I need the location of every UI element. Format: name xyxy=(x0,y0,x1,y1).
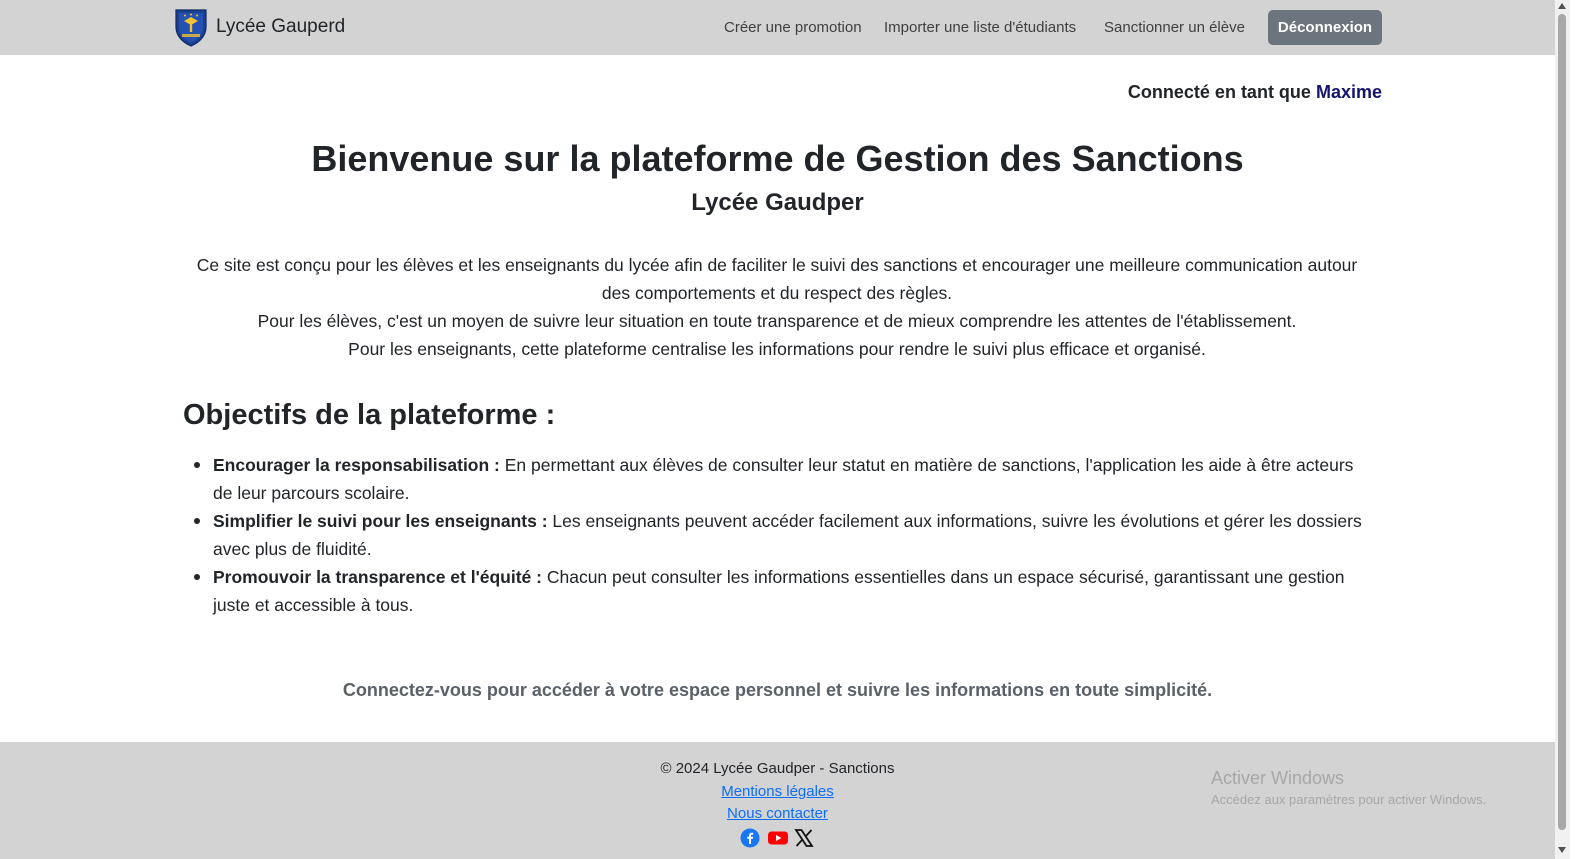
facebook-icon[interactable] xyxy=(740,828,762,848)
objective-label: Encourager la responsabilisation : xyxy=(213,455,500,475)
top-navbar xyxy=(0,0,1570,55)
youtube-icon[interactable] xyxy=(767,828,789,848)
scrollbar-thumb[interactable] xyxy=(1558,14,1566,830)
scroll-down-arrow-icon[interactable] xyxy=(1558,847,1566,853)
legal-notice-link[interactable]: Mentions légales xyxy=(721,783,834,800)
footer-contact-row xyxy=(0,805,1555,822)
objective-label: Simplifier le suivi pour les enseignants : xyxy=(213,511,548,531)
nav-import-students[interactable]: Importer une liste d'étudiants xyxy=(884,19,1077,36)
objective-item xyxy=(213,451,1373,507)
contact-link[interactable]: Nous contacter xyxy=(727,805,828,822)
activation-text: Accédez aux paramètres pour activer Windows. xyxy=(1211,792,1487,807)
vertical-scrollbar[interactable] xyxy=(1555,0,1570,859)
intro-text xyxy=(183,251,1371,363)
objectives-heading: Objectifs de la plateforme : xyxy=(183,399,556,431)
username: Maxime xyxy=(1315,82,1382,102)
connected-prefix: Connecté en tant que xyxy=(1127,82,1311,102)
connected-user-info xyxy=(1128,82,1382,103)
objective-text: En permettant aux élèves de consulter leur statut en matière de sanctions, l'application les aide à être acteurs de leur parcours scolaire. xyxy=(213,455,1354,503)
brand[interactable] xyxy=(173,7,345,47)
objective-text: Les enseignants peuvent accéder facilement aux informations, suivre les évolutions et gérer les dossiers avec plus de fluidité. xyxy=(213,511,1362,559)
login-call-to-action: Connectez-vous pour accéder à votre espace personnel et suivre les informations en toute simplicité. xyxy=(342,680,1213,700)
objective-item xyxy=(213,563,1373,619)
nav-sanction-student[interactable]: Sanctionner un élève xyxy=(1104,19,1245,36)
nav-create-promotion[interactable]: Créer une promotion xyxy=(724,19,862,36)
objective-label: Promouvoir la transparence et l'équité : xyxy=(213,567,542,587)
intro-paragraph: Ce site est conçu pour les élèves et les enseignants du lycée afin de faciliter le suivi des sanctions et encourager une meilleure communication autour des comportements et du respect des règles. xyxy=(196,255,1358,303)
page-title: Bienvenue sur la plateforme de Gestion des Sanctions xyxy=(311,138,1244,179)
intro-paragraph: Pour les enseignants, cette plateforme centralise les informations pour rendre le suivi plus efficace et organisé. xyxy=(348,339,1206,359)
school-shield-logo xyxy=(173,7,209,47)
scroll-up-arrow-icon[interactable] xyxy=(1558,3,1566,9)
footer-copyright: © 2024 Lycée Gaudper - Sanctions xyxy=(660,760,895,777)
objectives-list xyxy=(213,451,1373,619)
windows-activation-watermark xyxy=(1211,768,1486,807)
intro-paragraph: Pour les élèves, c'est un moyen de suivre leur situation en toute transparence et de mieux comprendre les attentes de l'établissement. xyxy=(257,311,1297,331)
window-edge xyxy=(1570,0,1585,859)
x-icon[interactable] xyxy=(794,828,816,848)
objective-text: Chacun peut consulter les informations essentielles dans un espace sécurisé, garantissant une gestion juste et accessible à tous. xyxy=(213,567,1345,615)
activation-title: Activer Windows xyxy=(1211,768,1345,788)
social-links xyxy=(740,828,816,848)
objective-item xyxy=(213,507,1373,563)
logout-button[interactable]: Déconnexion xyxy=(1268,10,1382,45)
brand-name: Lycée Gauperd xyxy=(216,16,346,37)
page-subtitle: Lycée Gaudper xyxy=(691,189,864,216)
